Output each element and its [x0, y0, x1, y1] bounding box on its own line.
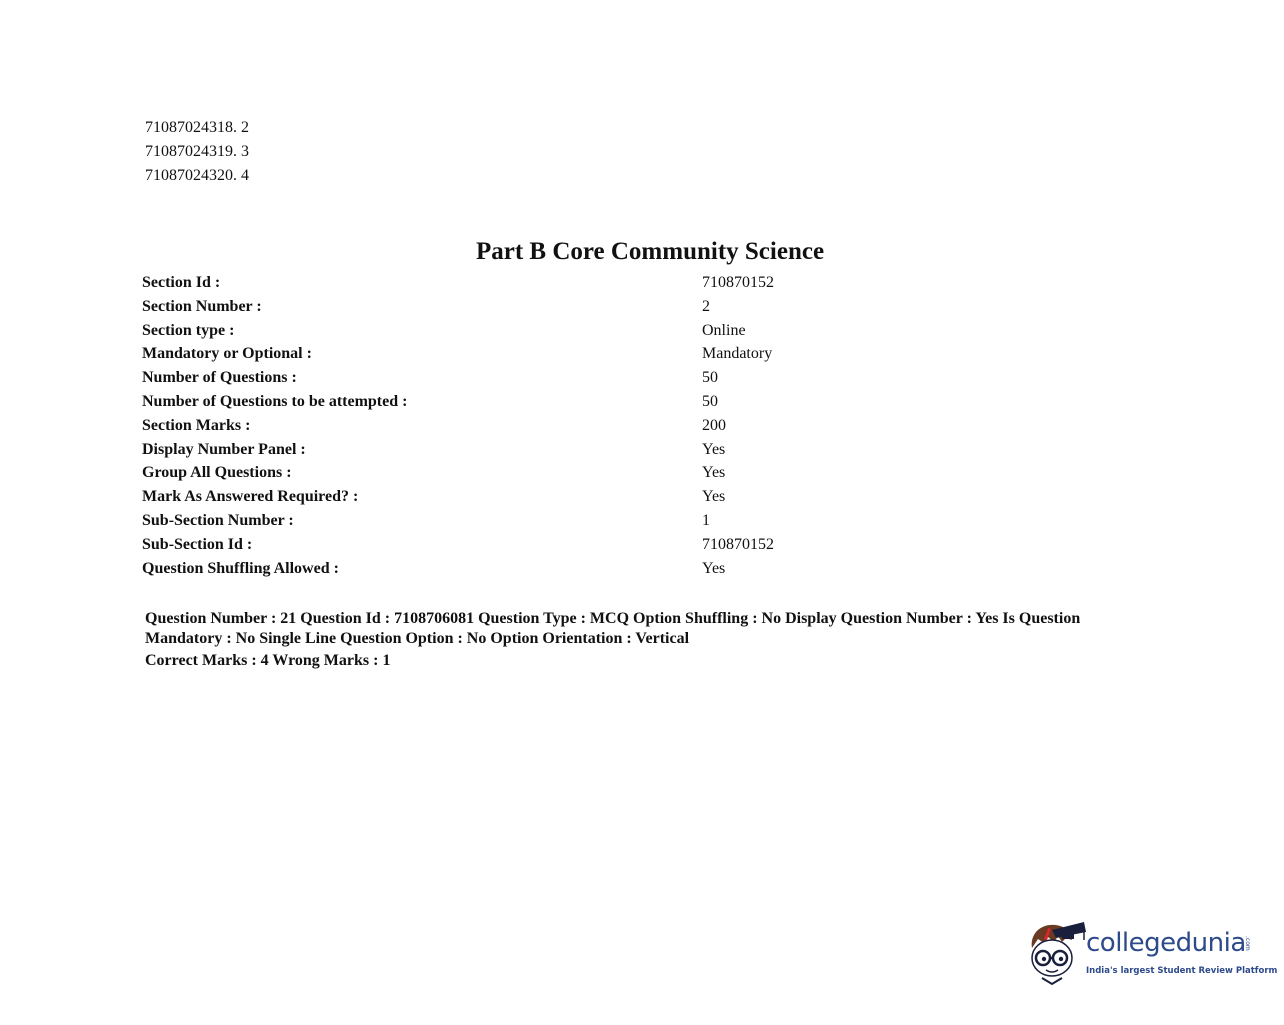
row-value: Yes	[702, 559, 726, 577]
row-label: Mandatory or Optional :	[142, 345, 312, 363]
row-label: Section type :	[142, 321, 235, 339]
section-row	[142, 414, 942, 438]
row-value: 2	[702, 297, 710, 315]
row-label: Group All Questions :	[142, 464, 292, 482]
section-row	[142, 557, 942, 581]
row-value: Yes	[702, 440, 726, 458]
option-item: 71087024320. 4	[145, 167, 249, 184]
section-row	[142, 438, 942, 462]
section-title: Part B Core Community Science	[475, 238, 825, 265]
row-value: 50	[702, 369, 718, 387]
row-label: Sub-Section Id :	[142, 535, 253, 553]
row-value: Mandatory	[702, 345, 773, 363]
row-value: Yes	[702, 488, 726, 506]
section-row	[142, 390, 942, 414]
section-details-table	[142, 271, 942, 580]
row-label: Mark As Answered Required? :	[142, 488, 359, 506]
row-value: Yes	[702, 464, 726, 482]
row-label: Display Number Panel :	[142, 440, 306, 458]
section-row	[142, 319, 942, 343]
mascot-icon	[1026, 918, 1088, 988]
row-label: Number of Questions :	[142, 369, 297, 387]
row-label: Section Id :	[142, 274, 221, 291]
section-row	[142, 366, 942, 390]
row-label: Section Marks :	[142, 416, 251, 434]
row-value: Online	[702, 321, 746, 339]
section-row	[142, 461, 942, 485]
logo-tagline: India's largest Student Review Platform	[1086, 966, 1278, 976]
answer-options-list	[145, 116, 249, 188]
section-row	[142, 533, 942, 557]
logo-domain-suffix: .com	[1244, 936, 1251, 951]
row-label: Sub-Section Number :	[142, 511, 294, 529]
row-label: Question Shuffling Allowed :	[142, 559, 339, 577]
question-metadata: Question Number : 21 Question Id : 7108706081 Question Type : MCQ Option Shuffling : No Display Question Number : Yes Is Question Mandatory : No Single Line Question Option : No Option Orientation : Vertical	[145, 610, 1081, 647]
row-value: 710870152	[702, 274, 774, 291]
question-marks: Correct Marks : 4 Wrong Marks : 1	[145, 652, 391, 669]
logo-wordmark: collegedunia	[1086, 928, 1246, 958]
row-value: 50	[702, 392, 718, 410]
section-row	[142, 485, 942, 509]
section-row	[142, 295, 942, 319]
collegedunia-logo	[1026, 918, 1278, 990]
row-label: Section Number :	[142, 297, 262, 315]
row-value: 710870152	[702, 535, 774, 553]
option-item: 71087024318. 2	[145, 119, 249, 136]
row-value: 1	[702, 511, 710, 529]
row-value: 200	[702, 416, 726, 434]
section-row	[142, 509, 942, 533]
row-label: Number of Questions to be attempted :	[142, 392, 408, 410]
option-item: 71087024319. 3	[145, 143, 249, 160]
section-row	[142, 342, 942, 366]
section-row	[142, 271, 942, 295]
